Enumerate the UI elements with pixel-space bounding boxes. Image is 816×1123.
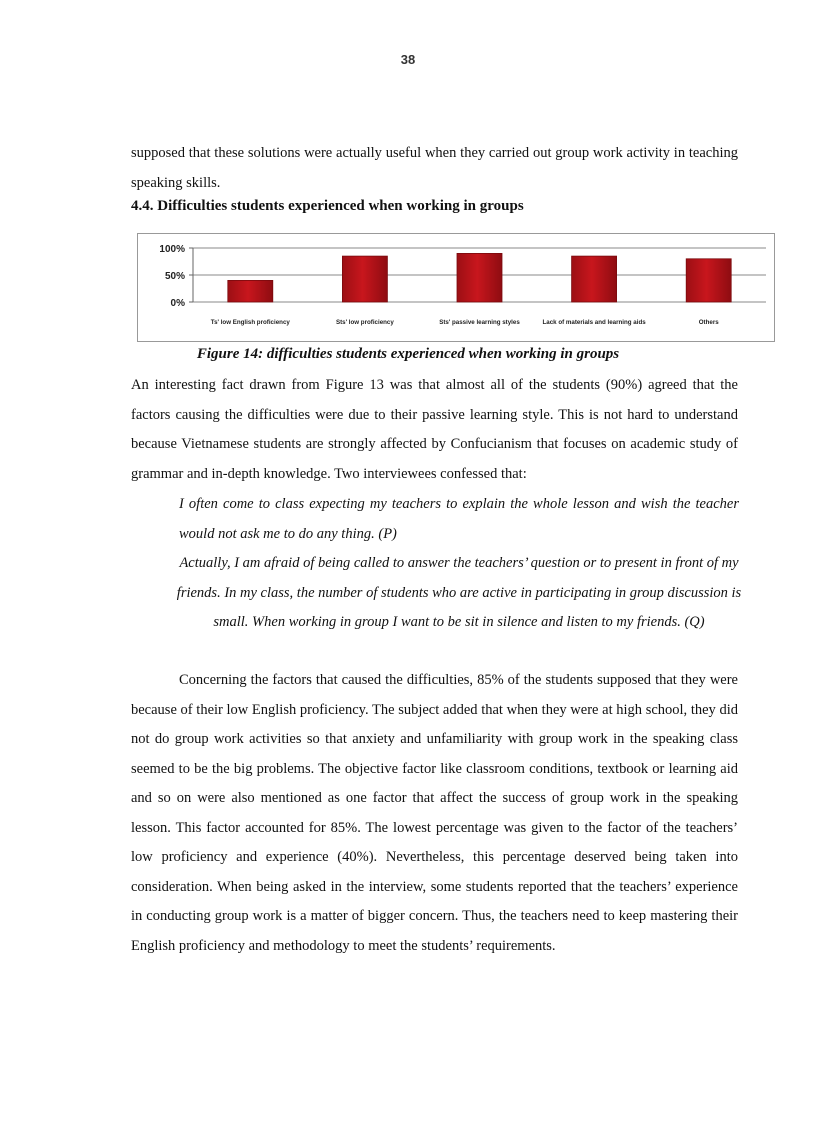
body-paragraph-2: Concerning the factors that caused the difficulties, 85% of the students supposed that they were because of their low English proficiency. The subject added that when they were at high school, they did not do group work activities so that anxiety and unfamiliarity with group work in the speaking class seemed to be the big problems. The objective factor like classroom conditions, textbook or learning aid and so on were also mentioned as one factor that affect the success of group work in the speaking lesson. This factor accounted for 85%. The lowest percentage was given to the factor of the teachers’ low proficiency and experience (40%). Nevertheless, this percentage deserved being taken into consideration. When being asked in the interview, some students reported that the teachers’ experience in conducting group work is a matter of bigger concern. Thus, the teachers need to keep mastering their English proficiency and methodology to meet the students’ requirements. [131, 672, 738, 954]
body-paragraph-1: An interesting fact drawn from Figure 13 was that almost all of the students (90%) agreed that the factors causing the difficulties were due to their passive learning style. This is not hard to understand because Vietnamese students are strongly affected by Confucianism that focuses on academic study of grammar and in-depth knowledge. Two interviewees confessed that: [131, 377, 738, 482]
section-heading: 4.4. Difficulties students experienced when working in groups [131, 198, 524, 214]
x-tick-label: Ts' low English proficiency [210, 319, 290, 326]
bar [342, 256, 387, 302]
interview-quote-p: I often come to class expecting my teachers to explain the whole lesson and wish the teacher would not ask me to do any thing. (P) [179, 496, 739, 542]
intro-paragraph: supposed that these solutions were actually useful when they carried out group work activity in teaching speaking skills. [131, 145, 738, 191]
x-tick-label: Sts' low proficiency [335, 319, 394, 326]
bar [228, 280, 273, 302]
y-tick-label: 100% [159, 244, 185, 255]
bar [457, 253, 502, 302]
page-number: 38 [400, 52, 416, 67]
y-tick-label: 50% [164, 271, 185, 282]
interview-quote-q: Actually, I am afraid of being called to answer the teachers’ question or to present in front of my friends. In my class, the number of students who are active in participating in group discussion is small. When working in group I want to be sit in silence and listen to my friends. (Q) [176, 555, 742, 630]
x-tick-label: Lack of materials and learning aids [542, 319, 646, 326]
bar-chart [137, 233, 775, 342]
x-tick-label: Sts' passive learning styles [439, 319, 520, 326]
x-tick-label: Others [698, 319, 719, 326]
y-tick-label: 0% [170, 298, 185, 309]
bar [686, 259, 731, 302]
chart-svg [138, 234, 774, 341]
figure-caption: Figure 14: difficulties students experienced when working in groups [196, 346, 620, 362]
bar [572, 256, 617, 302]
